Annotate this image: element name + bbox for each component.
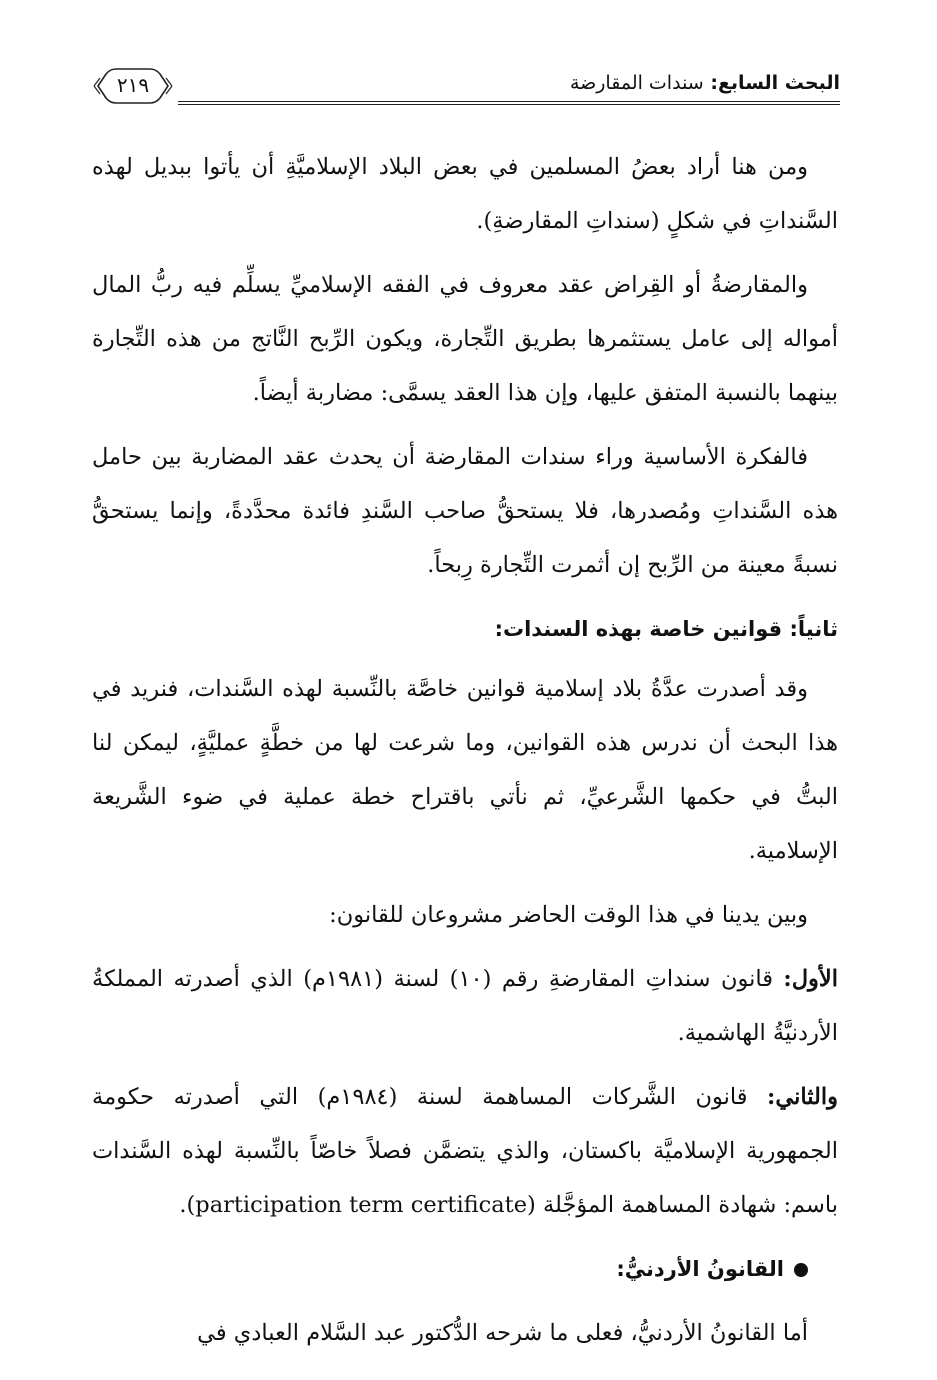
page-header xyxy=(92,66,840,110)
paragraph-6-lead: الأول: xyxy=(783,966,838,992)
running-title-chapter: البحث السابع: xyxy=(710,72,840,94)
section-heading: ثانياً: قوانين خاصة بهذه السندات: xyxy=(494,617,838,641)
paragraph-1: ومن هنا أراد بعضُ المسلمين في بعض البلاد الإسلاميَّةِ أن يأتوا ببديل لهذه السَّنداتِ في شكلٍ (سنداتِ المقارضةِ). xyxy=(92,154,838,234)
paragraph-8: أما القانونُ الأردنيُّ، فعلى ما شرحه الدُّكتور عبد السَّلام العبادي في xyxy=(197,1320,808,1346)
paragraph-6 xyxy=(92,952,838,1060)
paragraph-2: والمقارضةُ أو القِراض عقد معروف في الفقه الإسلاميِّ يسلِّم فيه ربُّ المال أمواله إلى عامل يستثمرها بطريق التِّجارة، ويكون الرِّبح النَّاتج من هذه التِّجارة بينهما بالنسبة المتفق عليها، وإن هذا العقد يسمَّى: مضاربة أيضاً. xyxy=(92,272,838,406)
running-title-topic: سندات المقارضة xyxy=(569,72,704,94)
paragraph-7-end: . xyxy=(179,1192,187,1218)
paragraph-5: وبين يدينا في هذا الوقت الحاضر مشروعان للقانون: xyxy=(329,902,808,928)
bullet-heading-text: القانونُ الأردنيُّ: xyxy=(616,1257,784,1281)
paragraph-7 xyxy=(92,1070,838,1232)
page-number: ٢١٩ xyxy=(116,73,150,97)
paragraph-4: وقد أصدرت عدَّةُ بلاد إسلامية قوانين خاصَّة بالنِّسبة لهذه السَّندات، فنريد في هذا البحث أن ندرس هذه القوانين، وما شرعت لها من خطَّةٍ عمليَّةٍ، ليمكن لنا البتُّ في حكمها الشَّرعيِّ، ثم نأتي باقتراح خطة عملية في ضوء الشَّريعة الإسلامية. xyxy=(92,676,838,864)
paragraph-3: فالفكرة الأساسية وراء سندات المقارضة أن يحدث عقد المضاربة بين حامل هذه السَّنداتِ ومُصدرها، فلا يستحقُّ صاحب السَّندِ فائدة محدَّدةً، وإنما يستحقُّ نسبةً معينة من الرِّبح إن أثمرت التِّجارة رِبحاً. xyxy=(92,444,838,578)
running-title xyxy=(570,72,840,94)
body-text xyxy=(92,140,838,1370)
page-number-ornament xyxy=(92,66,174,106)
bullet-icon xyxy=(794,1263,808,1277)
paragraph-7-lead: والثاني: xyxy=(767,1084,838,1110)
paragraph-7-english-term: (participation term certificate) xyxy=(186,1192,536,1218)
bullet-heading xyxy=(92,1242,838,1296)
paragraph-7-text: قانون الشَّركات المساهمة لسنة (١٩٨٤م) التي أصدرته حكومة الجمهورية الإسلاميَّة باكستان، والذي يتضمَّن فصلاً خاصّاً بالنِّسبة لهذه السَّندات باسم: شهادة المساهمة المؤجَّلة xyxy=(92,1084,838,1218)
paragraph-6-text: قانون سنداتِ المقارضةِ رقم (١٠) لسنة (١٩٨١م) الذي أصدرته المملكةُ الأردنيَّةُ الهاشمية. xyxy=(92,966,838,1046)
header-rule xyxy=(178,101,840,105)
